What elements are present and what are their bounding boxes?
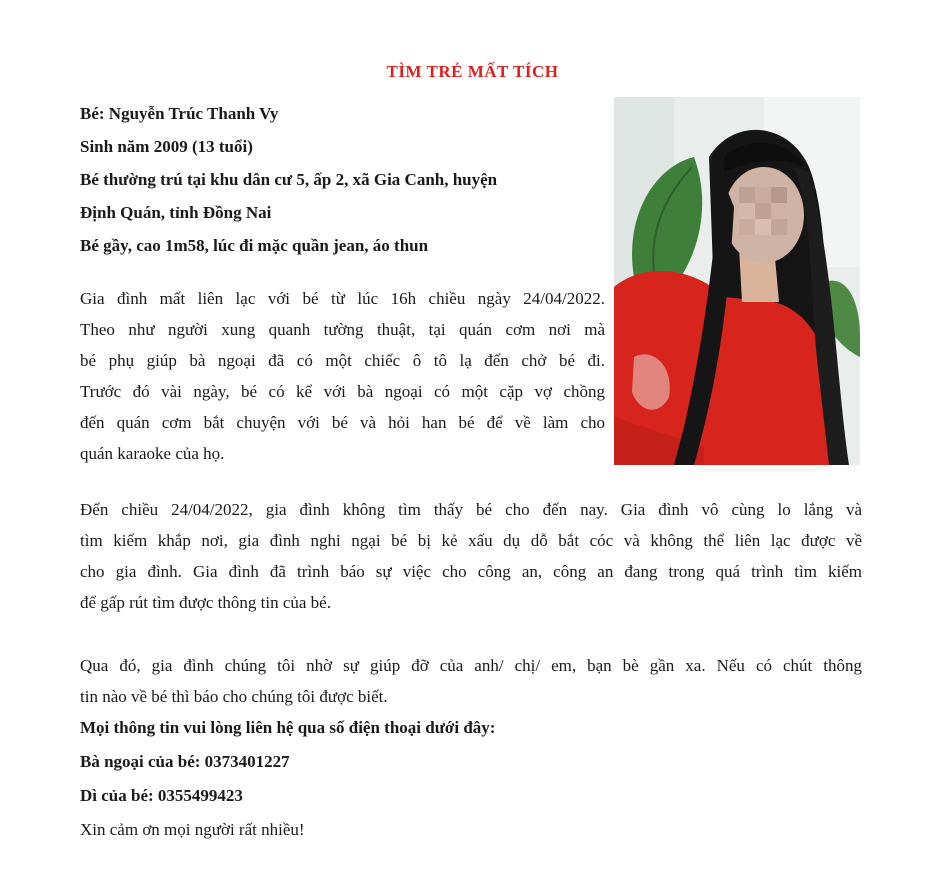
notice-title: TÌM TRẺ MẤT TÍCH	[386, 62, 559, 81]
contact-grandmother-phone: Bà ngoại của bé: 0373401227	[80, 752, 290, 771]
paragraph-line: đến quán cơm bắt chuyện với bé và hỏi han bé để về làm cho	[80, 413, 605, 432]
child-address-line2: Định Quán, tỉnh Đồng Nai	[80, 203, 272, 222]
paragraph-line: Trước đó vài ngày, bé có kể với bà ngoại có một cặp vợ chồng	[80, 382, 605, 401]
paragraph-line: bé phụ giúp bà ngoại đã có một chiếc ô tô lạ đến chở bé đi.	[80, 351, 605, 370]
child-info	[80, 97, 600, 262]
paragraph-line: để gấp rút tìm được thông tin của bé.	[80, 593, 331, 612]
contact-heading: Mọi thông tin vui lòng liên hệ qua số điện thoại dưới đây:	[80, 718, 496, 737]
closing-thanks: Xin cảm ơn mọi người rất nhiều!	[80, 820, 305, 839]
contact-section	[80, 711, 495, 847]
child-photo	[614, 97, 860, 465]
paragraph-line: tin nào về bé thì báo cho chúng tôi được biết.	[80, 687, 388, 706]
child-name: Bé: Nguyễn Trúc Thanh Vy	[80, 104, 279, 123]
child-address-line1: Bé thường trú tại khu dân cư 5, ấp 2, xã Gia Canh, huyện	[80, 170, 498, 189]
paragraph-line: cho gia đình. Gia đình đã trình báo sự việc cho công an, công an đang trong quá trình tìm kiếm	[80, 562, 862, 581]
paragraph-line: quán karaoke của họ.	[80, 444, 225, 463]
child-birth-year: Sinh năm 2009 (13 tuổi)	[80, 137, 253, 156]
paragraph-search	[80, 494, 862, 618]
contact-aunt-phone: Dì của bé: 0355499423	[80, 786, 243, 805]
child-description: Bé gầy, cao 1m58, lúc đi mặc quần jean, áo thun	[80, 236, 429, 255]
paragraph-line: tìm kiếm khắp nơi, gia đình nghi ngại bé bị kẻ xấu dụ dỗ bắt cóc và không thể liên lạc được về	[80, 531, 862, 550]
paragraph-line: Theo như người xung quanh tường thuật, tại quán cơm nơi mà	[80, 320, 605, 339]
paragraph-request	[80, 650, 862, 712]
paragraph-line: Qua đó, gia đình chúng tôi nhờ sự giúp đỡ của anh/ chị/ em, bạn bè gần xa. Nếu có chút thông	[80, 656, 862, 675]
paragraph-disappearance	[80, 283, 605, 469]
paragraph-line: Đến chiều 24/04/2022, gia đình không tìm thấy bé cho đến nay. Gia đình vô cùng lo lắng và	[80, 500, 862, 519]
paragraph-line: Gia đình mất liên lạc với bé từ lúc 16h chiều ngày 24/04/2022.	[80, 289, 605, 308]
